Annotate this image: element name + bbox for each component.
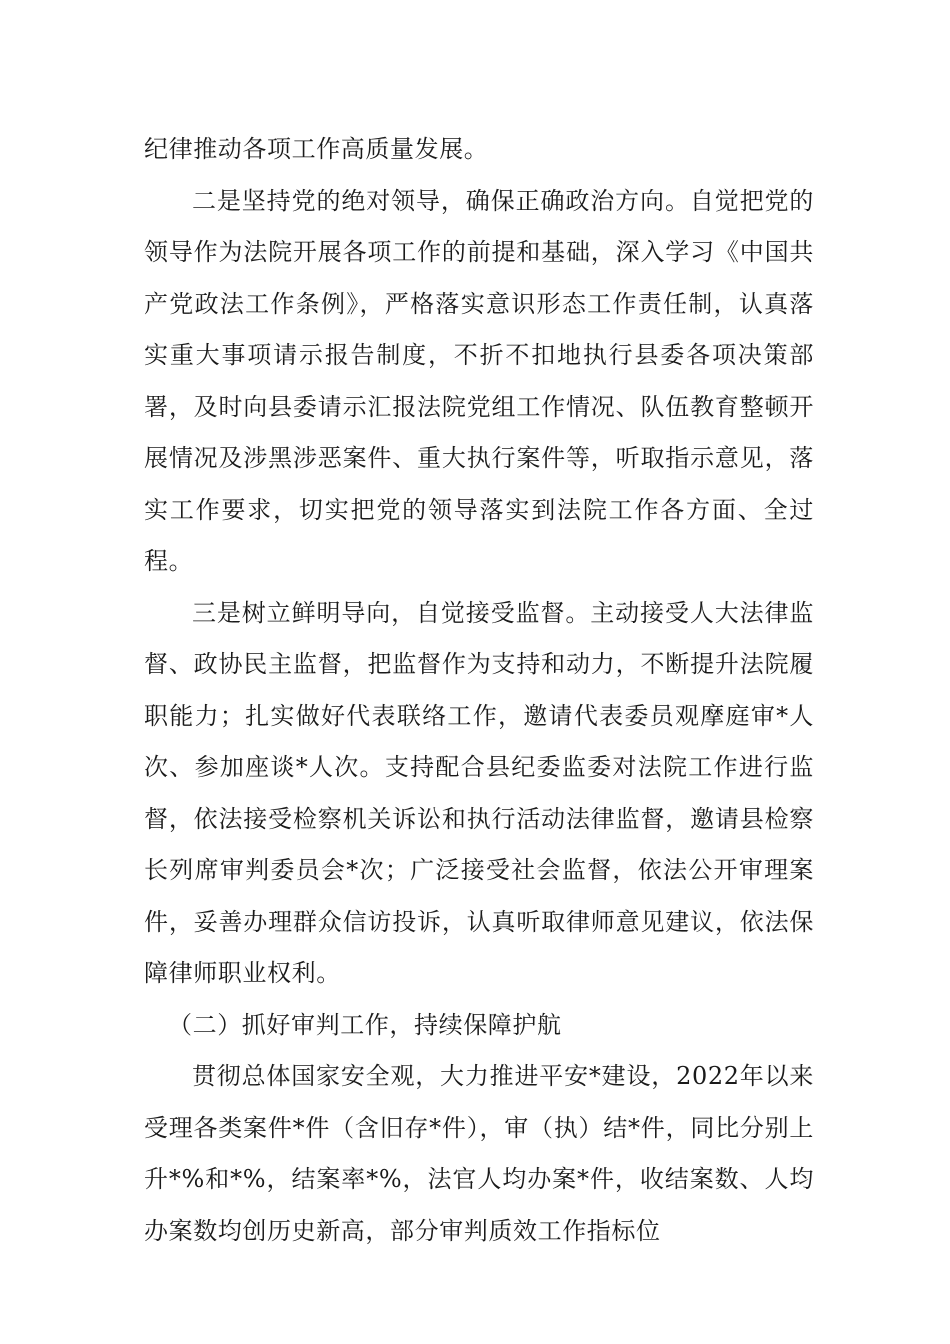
section-heading: （二）抓好审判工作，持续保障护航 [168, 1010, 562, 1039]
paragraph-trial-work: 贯彻总体国家安全观，大力推进平安*建设，2022年以来受理各类案件*件（含旧存*件），审（执）结*件，同比分别上升*%和*%，结案率*%，法官人均办案*件，收结案数、人均办案数均创历史新高，部分审判质效工作指标位 [144, 1062, 814, 1245]
paragraph-continuation: 纪律推动各项工作高质量发展。 [144, 135, 489, 163]
paragraph-supervision: 三是树立鲜明导向，自觉接受监督。主动接受人大法律监督、政协民主监督，把监督作为支持和动力，不断提升法院履职能力；扎实做好代表联络工作，邀请代表委员观摩庭审*人次、参加座谈*人次。支持配合县纪委监委对法院工作进行监督，依法接受检察机关诉讼和执行活动法律监督，邀请县检察长列席审判委员会*次；广泛接受社会监督，依法公开审理案件，妥善办理群众信访投诉，认真听取律师意见建议，依法保障律师职业权利。 [144, 598, 814, 987]
document-body [144, 124, 814, 1257]
paragraph-leadership: 二是坚持党的绝对领导，确保正确政治方向。自觉把党的领导作为法院开展各项工作的前提和基础，深入学习《中国共产党政法工作条例》，严格落实意识形态工作责任制，认真落实重大事项请示报告制度，不折不扣地执行县委各项决策部署，及时向县委请示汇报法院党组工作情况、队伍教育整顿开展情况及涉黑涉恶案件、重大执行案件等，听取指示意见，落实工作要求，切实把党的领导落实到法院工作各方面、全过程。 [144, 186, 814, 575]
